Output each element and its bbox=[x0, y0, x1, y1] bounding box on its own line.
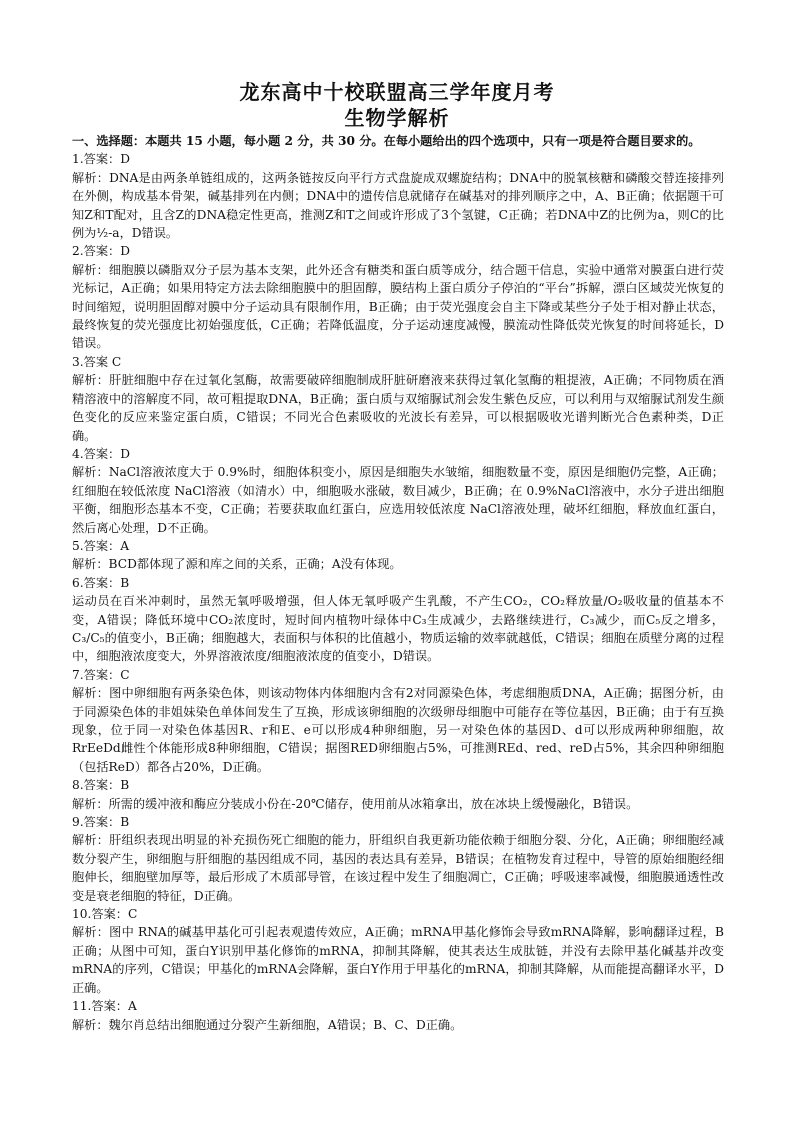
analysis-paragraph: 运动员在百米冲刺时，虽然无氧呼吸增强，但人体无氧呼吸产生乳酸，不产生CO₂，CO₂释放量/O₂吸收量的值基本不变，A错误；降低环境中CO₂浓度时，短时间内植物叶绿体中C₃生成减少，去路继续进行，C₃减少，而C₅反之增多， C₃/C₅的值变小，B正确；细胞越大，表面积与体积的比值越小，物质运输的效率就越低，C错误；细胞在质壁分离的过程中，细胞液浓度变大，外界溶液浓度/细胞液浓度的值变小，D错误。 bbox=[72, 594, 724, 664]
analysis-paragraph: 解析：图中卵细胞有两条染色体，则该动物体内体细胞内含有2对同源染色体，考虑细胞质DNA，A正确；据图分析，由于同源染色体的非姐妹染色单体间发生了互换，形成该卵细胞的次级卵母细胞中可能存在等位基因，B正确；由于有互换现象，位于同一对染色体基因R、r和E、e可以形成4种卵细胞，另一对染色体的基因D、d可以形成两种卵细胞，故RrEeDd雌性个体能形成8种卵细胞，C错误；据图RED卵细胞占5%，可推测REd、red、reD占5%，其余四种卵细胞（包括ReD）都各占20%，D正确。 bbox=[72, 686, 724, 774]
answer-line: 9.答案：B bbox=[72, 815, 130, 830]
document-subtitle: 生物学解析 bbox=[344, 106, 450, 130]
analysis-paragraph: 解析：DNA是由两条单链组成的，这两条链按反向平行方式盘旋成双螺旋结构；DNA中的脱氧核糖和磷酸交替连接排列在外侧，构成基本骨架，碱基排列在内侧；DNA中的遗传信息就储存在碱基对的排列顺序之中，A、B正确；依据题干可知Z和T配对，且含Z的DNA稳定性更高，推测Z和T之间或许形成了3个氢键，C正确；若DNA中Z的比例为a，则C的比例为½-a，D错误。 bbox=[72, 170, 724, 241]
section-intro: 一、选择题：本题共 15 小题，每小题 2 分，共 30 分。在每小题给出的四个选项中，只有一项是符合题目要求的。 bbox=[72, 134, 701, 148]
analysis-paragraph: 解析：图中 RNA的碱基甲基化可引起表观遗传效应，A正确；mRNA甲基化修饰会导致mRNA降解，影响翻译过程，B正确；从图中可知，蛋白Y识别甲基化修饰的mRNA，抑制其降解，使其表达生成肽链，并没有去除甲基化碱基并改变mRNA的序列，C错误；甲基化的mRNA会降解，蛋白Y作用于甲基化的mRNA，抑制其降解，从而能提高翻译水平，D正确。 bbox=[72, 925, 724, 995]
analysis-paragraph: 解析：所需的缓冲液和酶应分装成小份在-20℃储存，使用前从冰箱拿出，放在冰块上缓慢融化，B错误。 bbox=[72, 796, 639, 811]
analysis-paragraph: 解析：细胞膜以磷脂双分子层为基本支架，此外还含有糖类和蛋白质等成分，结合题干信息，实验中通常对膜蛋白进行荧光标记，A正确；如果用特定方法去除细胞膜中的胆固醇，膜结构上蛋白质分子停泊的“平台”拆解，漂白区域荧光恢复的时间缩短，说明胆固醇对膜中分子运动具有限制作用，B正确；由于荧光强度会自主下降或某些分子处于相对静止状态，最终恢复的荧光强度比初始强度低，C正确；若降低温度，分子运动速度减慢，膜流动性降低荧光恢复的时间将延长，D错误。 bbox=[72, 262, 724, 351]
answer-line: 3.答案 C bbox=[72, 354, 122, 369]
answer-line: 7.答案：C bbox=[72, 667, 130, 682]
answer-line: 4.答案：D bbox=[72, 446, 130, 461]
analysis-paragraph: 解析：NaCl溶液浓度大于 0.9%时，细胞体积变小，原因是细胞失水皱缩，细胞数量不变，原因是细胞仍完整，A正确；红细胞在较低浓度 NaCl溶液（如清水）中，细胞吸水涨破，数目减少，B正确；在 0.9%NaCl溶液中，水分子进出细胞平衡，细胞形态基本不变，C正确；若要获取血红蛋白，应选用较低浓度 NaCl溶液处理，破坏红细胞，释放血红蛋白，然后离心处理，D不正确。 bbox=[72, 465, 724, 535]
analysis-paragraph: 解析：魏尔肖总结出细胞通过分裂产生新细胞，A错误；B、C、D正确。 bbox=[72, 1017, 463, 1032]
answer-line: 1.答案：D bbox=[72, 152, 130, 167]
analysis-paragraph: 解析：肝组织表现出明显的补充损伤死亡细胞的能力，肝组织自我更新功能依赖于细胞分裂、分化，A正确；卵细胞经减数分裂产生，卵细胞与肝细胞的基因组成不同，基因的表达具有差异，B错误；在植物发育过程中，导管的原始细胞经细胞伸长，细胞壁加厚等，最后形成了木质部导管，在该过程中发生了细胞凋亡，C正确；呼吸速率减慢，细胞膜通透性改变是衰老细胞的特征，D正确。 bbox=[72, 833, 724, 903]
answer-line: 5.答案：A bbox=[72, 538, 129, 553]
answer-content bbox=[72, 132, 724, 1034]
document-title: 龙东高中十校联盟高三学年度月考 bbox=[239, 80, 555, 104]
answer-line: 10.答案：C bbox=[72, 907, 138, 922]
answer-line: 8.答案：B bbox=[72, 778, 130, 793]
answer-line: 2.答案：D bbox=[72, 244, 130, 259]
analysis-paragraph: 解析：肝脏细胞中存在过氧化氢酶，故需要破碎细胞制成肝脏研磨液来获得过氧化氢酶的粗提液，A正确；不同物质在酒精溶液中的溶解度不同，故可粗提取DNA，B正确；蛋白质与双缩脲试剂会发生紫色反应，可以利用与双缩脲试剂发生颜色变化的反应来鉴定蛋白质，C错误；不同光合色素吸收的光波长有差异，可以根据吸收光谱判断光合色素种类，D正确。 bbox=[72, 373, 724, 443]
analysis-paragraph: 解析：BCD都体现了源和库之间的关系，正确；A没有体现。 bbox=[72, 557, 402, 572]
answer-line: 6.答案：B bbox=[72, 575, 130, 590]
answer-line: 11.答案：A bbox=[72, 999, 137, 1014]
